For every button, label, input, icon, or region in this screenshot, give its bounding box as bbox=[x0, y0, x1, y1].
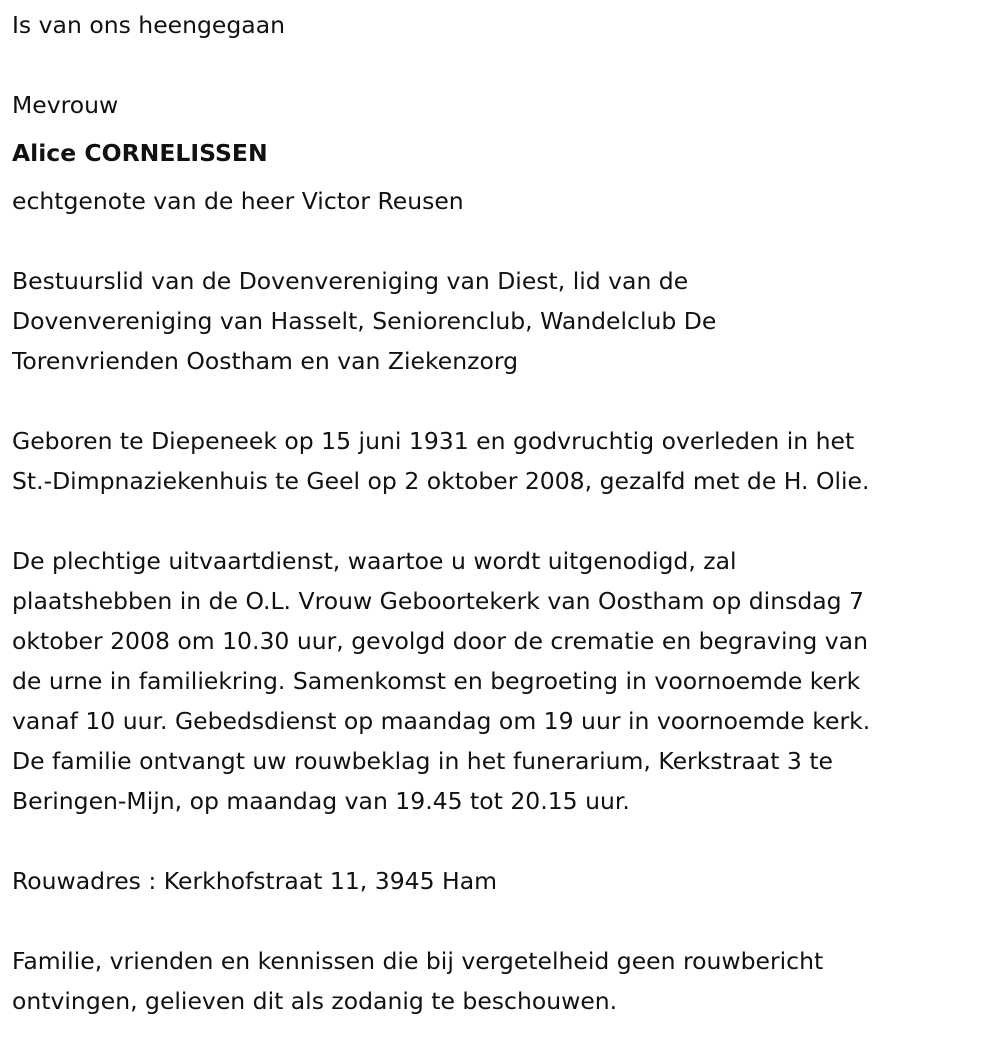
service-line: De familie ontvangt uw rouwbeklag in het funerarium, Kerkstraat 3 te bbox=[12, 747, 834, 775]
service-line: Beringen-Mijn, op maandag van 19.45 tot 20.15 uur. bbox=[12, 787, 630, 815]
intro-line: Is van ons heengegaan bbox=[12, 11, 285, 39]
memberships-line: Dovenvereniging van Hasselt, Seniorenclub, Wandelclub De bbox=[12, 307, 717, 335]
service-line: plaatshebben in de O.L. Vrouw Geboortekerk van Oostham op dinsdag 7 bbox=[12, 587, 864, 615]
service-line: De plechtige uitvaartdienst, waartoe u wordt uitgenodigd, zal bbox=[12, 547, 737, 575]
closing-line: ontvingen, gelieven dit als zodanig te beschouwen. bbox=[12, 987, 618, 1015]
memberships-line: Bestuurslid van de Dovenvereniging van Diest, lid van de bbox=[12, 267, 689, 295]
mourning-address: Rouwadres : Kerkhofstraat 11, 3945 Ham bbox=[12, 867, 497, 895]
birth-death-line: Geboren te Diepeneek op 15 juni 1931 en godvruchtig overleden in het bbox=[12, 427, 855, 455]
memberships-line: Torenvrienden Oostham en van Ziekenzorg bbox=[12, 347, 518, 375]
birth-death-line: St.-Dimpnaziekenhuis te Geel op 2 oktober 2008, gezalfd met de H. Olie. bbox=[12, 467, 870, 495]
service-line: vanaf 10 uur. Gebedsdienst op maandag om 19 uur in voornoemde kerk. bbox=[12, 707, 871, 735]
service-line: de urne in familiekring. Samenkomst en begroeting in voornoemde kerk bbox=[12, 667, 861, 695]
closing-line: Familie, vrienden en kennissen die bij vergetelheid geen rouwbericht bbox=[12, 947, 824, 975]
spouse-line: echtgenote van de heer Victor Reusen bbox=[12, 187, 464, 215]
deceased-name: Alice CORNELISSEN bbox=[12, 139, 268, 167]
title-prefix: Mevrouw bbox=[12, 91, 119, 119]
service-line: oktober 2008 om 10.30 uur, gevolgd door de crematie en begraving van bbox=[12, 627, 868, 655]
